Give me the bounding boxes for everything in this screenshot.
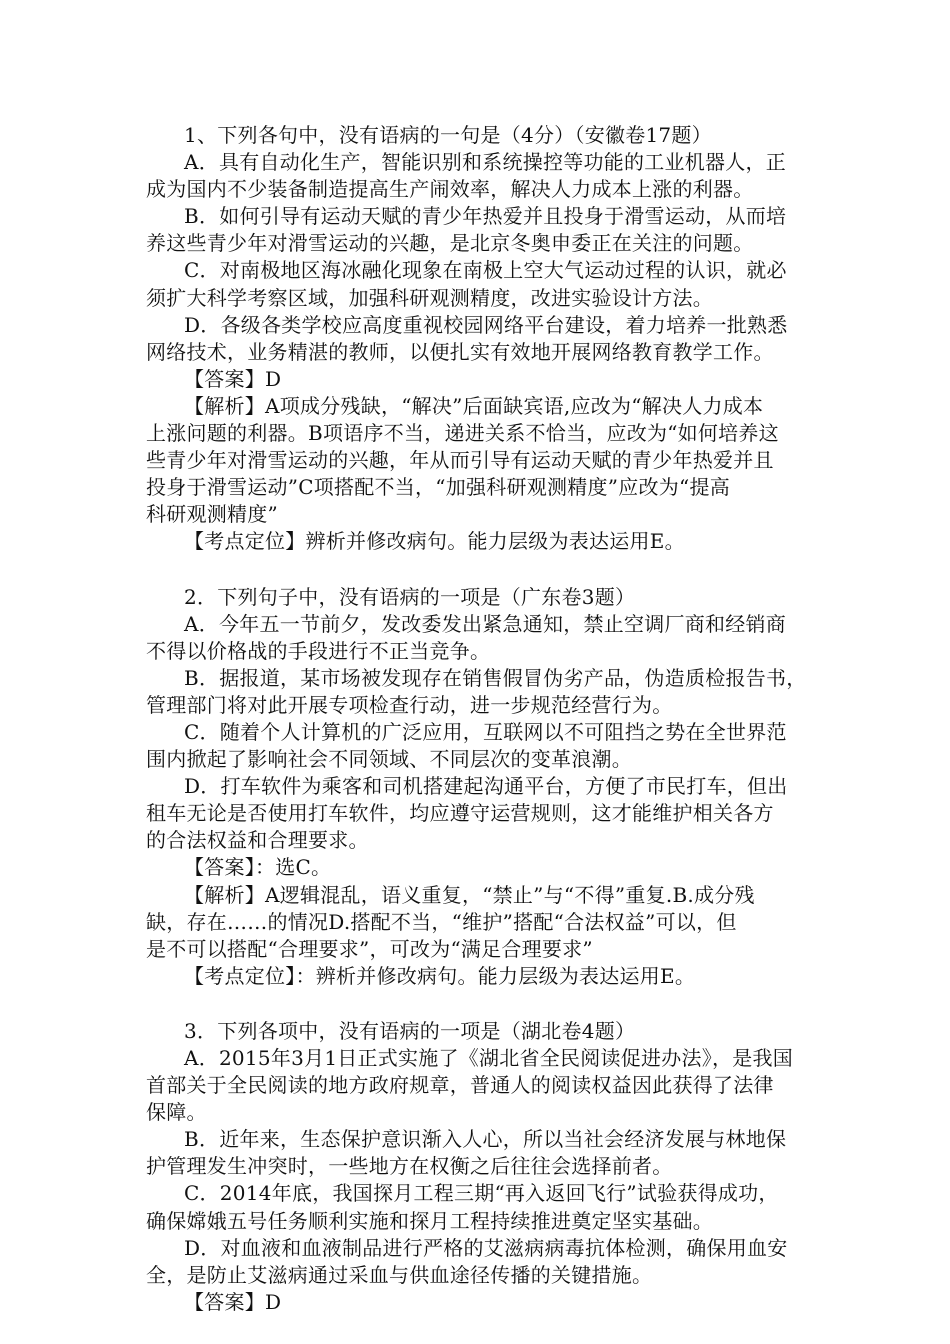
text-line: 全，是防止艾滋病通过采血与供血途径传播的关键措施。 xyxy=(146,1262,653,1287)
text-line: C．对南极地区海冰融化现象在南极上空大气运动过程的认识，就必 xyxy=(184,258,787,283)
text-line: 【考点定位】：辨析并修改病句。能力层级为表达运用E。 xyxy=(184,963,696,988)
section-spacer xyxy=(146,990,806,1018)
text-line: A．具有自动化生产，智能识别和系统操控等功能的工业机器人，正 xyxy=(184,150,786,175)
question-section xyxy=(146,1018,806,1316)
text-line: D．各级各类学校应高度重视校园网络平台建设，着力培养一批熟悉 xyxy=(184,312,788,337)
text-line: 成为国内不少装备制造提高生产闹效率，解决人力成本上涨的利器。 xyxy=(146,177,754,202)
text-line: 围内掀起了影响社会不同领域、不同层次的变革浪潮。 xyxy=(146,747,632,772)
text-line: 网络技术，业务精湛的教师，以便扎实有效地开展网络教育教学工作。 xyxy=(146,339,774,364)
text-line: 【解析】A逻辑混乱，语义重复，“禁止”与“不得”重复.B.成分残 xyxy=(184,882,755,907)
text-line: C．随着个人计算机的广泛应用，互联网以不可阻挡之势在全世界范 xyxy=(184,719,787,744)
text-line: 不得以价格战的手段进行不正当竞争。 xyxy=(146,638,491,663)
question-title: 2．下列句子中，没有语病的一项是（广东卷3题） xyxy=(184,584,636,609)
section-spacer xyxy=(146,556,806,584)
text-line: 的合法权益和合理要求。 xyxy=(146,828,369,853)
text-line: 租车无论是否使用打车软件，均应遵守运营规则，这才能维护相关各方 xyxy=(146,801,774,826)
document-body xyxy=(146,122,806,1316)
text-line: A．今年五一节前夕，发改委发出紧急通知，禁止空调厂商和经销商 xyxy=(184,611,786,636)
text-line: 护管理发生冲突时，一些地方在权衡之后往往会选择前者。 xyxy=(146,1154,673,1179)
text-line: D．对血液和血液制品进行严格的艾滋病病毒抗体检测，确保用血安 xyxy=(184,1235,788,1260)
text-line: 上涨问题的利器。B项语序不当，递进关系不恰当，应改为“如何培养这 xyxy=(146,421,779,446)
text-line: B．据报道，某市场被发现存在销售假冒伪劣产品，伪造质检报告书， xyxy=(184,665,807,690)
text-line: 确保嫦娥五号任务顺利实施和探月工程持续推进奠定坚实基础。 xyxy=(146,1208,713,1233)
text-line: 缺，存在……的情况D.搭配不当，“维护”搭配“合法权益”可以，但 xyxy=(146,909,737,934)
text-line: 投身于滑雪运动”C项搭配不当，“加强科研观测精度”应改为“提高 xyxy=(146,475,730,500)
text-line: 【解析】A项成分残缺，“解决”后面缺宾语,应改为“解决人力成本 xyxy=(184,393,764,418)
question-title: 1、下列各句中，没有语病的一句是（4分）（安徽卷17题） xyxy=(184,123,712,147)
text-line: 保障。 xyxy=(146,1100,207,1125)
text-line: B．如何引导有运动天赋的青少年热爱并且投身于滑雪运动，从而培 xyxy=(184,204,787,229)
text-line: 【答案】D xyxy=(184,1289,282,1314)
question-title: 3．下列各项中，没有语病的一项是（湖北卷4题） xyxy=(184,1018,636,1043)
text-line: 须扩大科学考察区域，加强科研观测精度，改进实验设计方法。 xyxy=(146,285,713,310)
text-line: 是不可以搭配“合理要求”，可改为“满足合理要求” xyxy=(146,936,593,961)
text-line: 管理部门将对此开展专项检查行动，进一步规范经营行为。 xyxy=(146,692,673,717)
text-line: A．2015年3月1日正式实施了《湖北省全民阅读促进办法》，是我国 xyxy=(184,1046,794,1070)
text-line: C．2014年底，我国探月工程三期“再入返回飞行”试验获得成功， xyxy=(184,1181,779,1206)
text-line: 【考点定位】辨析并修改病句。能力层级为表达运用E。 xyxy=(184,529,685,554)
text-line: B．近年来，生态保护意识渐入人心，所以当社会经济发展与林地保 xyxy=(184,1127,787,1152)
question-section xyxy=(146,584,806,990)
text-line: D．打车软件为乘客和司机搭建起沟通平台，方便了市民打车，但出 xyxy=(184,774,788,799)
question-section xyxy=(146,122,806,556)
text-line: 【答案】D xyxy=(184,366,282,391)
text-line: 科研观测精度” xyxy=(146,502,278,527)
text-line: 养这些青少年对滑雪运动的兴趣，是北京冬奥申委正在关注的问题。 xyxy=(146,231,754,256)
text-line: 【答案】：选C。 xyxy=(184,855,332,880)
text-line: 些青少年对滑雪运动的兴趣，年从而引导有运动天赋的青少年热爱并且 xyxy=(146,448,774,473)
text-line: 首部关于全民阅读的地方政府规章，普通人的阅读权益因此获得了法律 xyxy=(146,1073,774,1098)
